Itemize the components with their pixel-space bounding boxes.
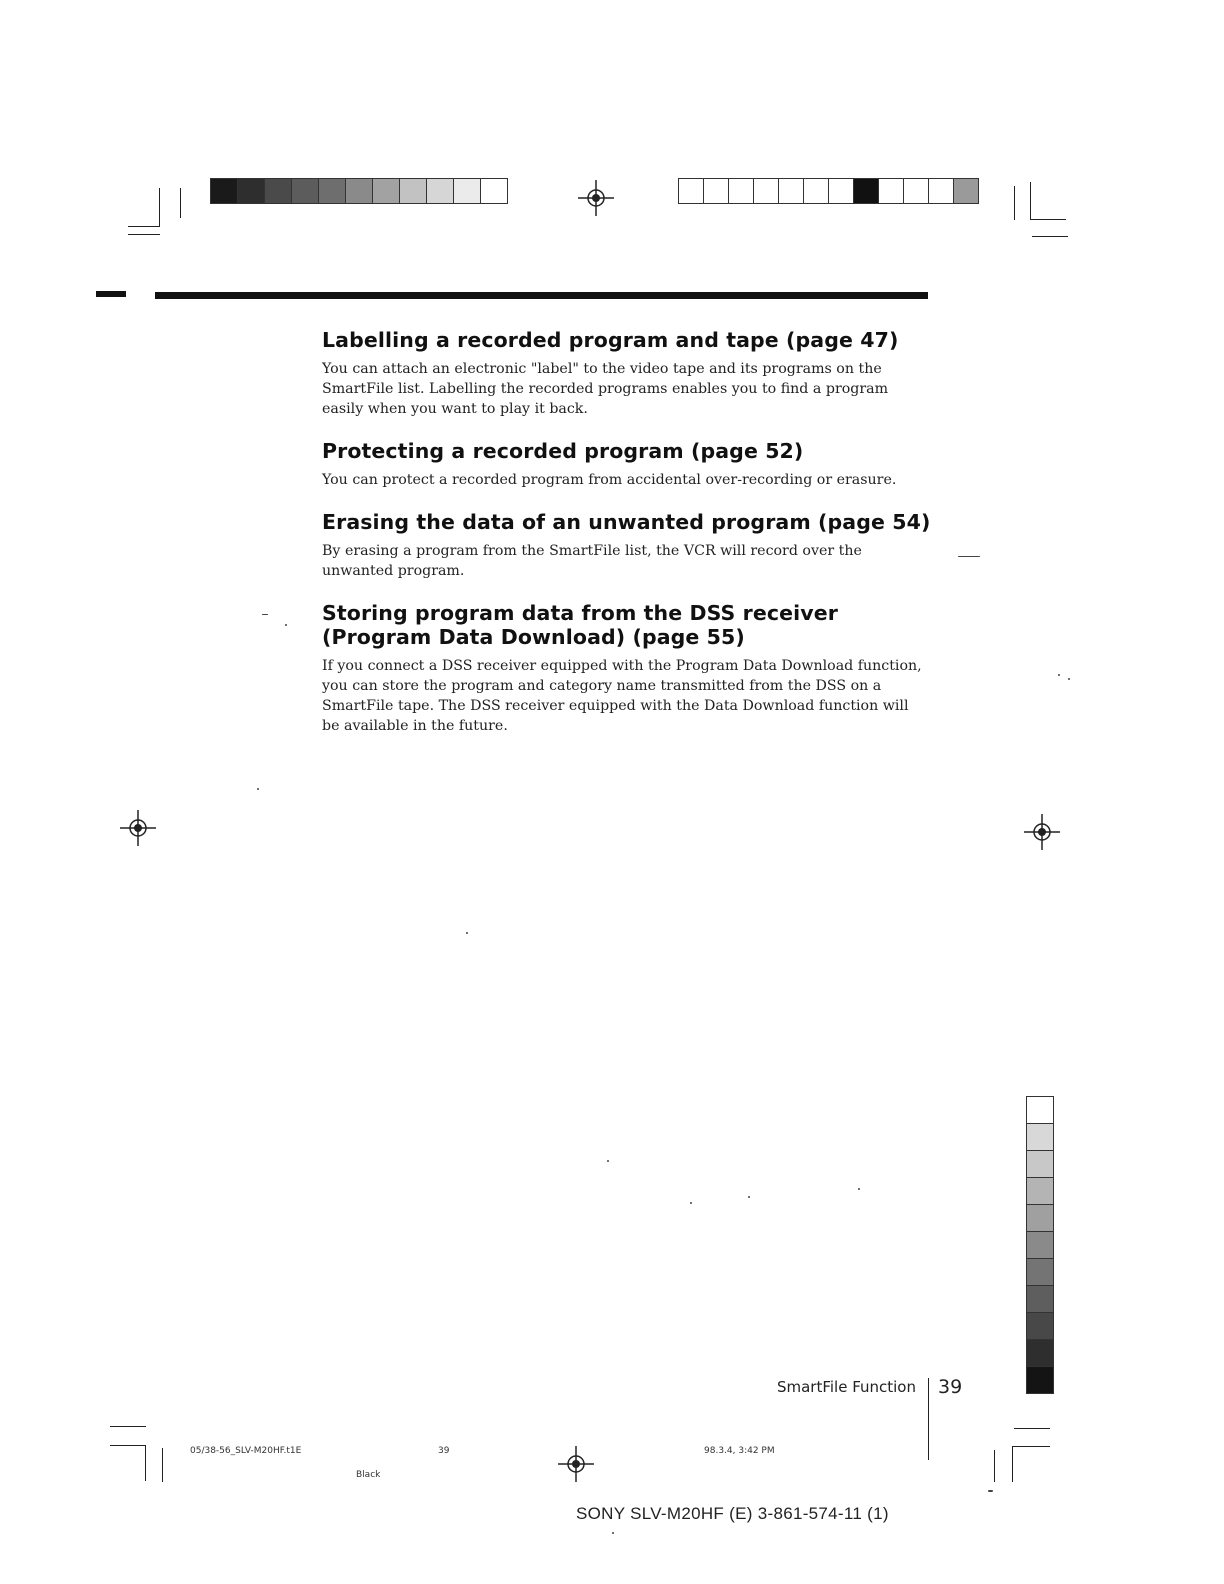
speck — [607, 1160, 609, 1162]
color-swatch — [703, 178, 729, 204]
color-swatch — [1026, 1150, 1054, 1178]
footer-section-label: SmartFile Function — [776, 1378, 916, 1396]
crop-mark — [128, 226, 160, 227]
crop-mark — [1014, 186, 1015, 220]
crop-mark — [128, 234, 160, 235]
color-swatch — [1026, 1339, 1054, 1367]
color-swatch — [778, 178, 804, 204]
speck — [612, 1532, 614, 1534]
color-swatch — [803, 178, 829, 204]
print-file-name: 05/38-56_SLV-M20HF.t1E — [190, 1446, 302, 1456]
model-number-line: SONY SLV-M20HF (E) 3-861-574-11 (1) — [576, 1504, 889, 1523]
header-rule-short — [96, 291, 126, 297]
crop-mark — [110, 1426, 146, 1427]
color-swatch — [953, 178, 979, 204]
crop-mark — [1030, 182, 1031, 220]
crop-mark — [159, 188, 160, 227]
section-labelling — [322, 328, 932, 419]
color-swatch — [1026, 1096, 1054, 1124]
color-swatch — [1026, 1231, 1054, 1259]
section-body: If you connect a DSS receiver equipped with the Program Data Download function, you can store the program and category name transmitted from the DSS on a SmartFile tape. The DSS receiver equipped with the Data Download function will be available in the future. — [322, 658, 922, 734]
color-swatch — [728, 178, 754, 204]
crop-mark — [994, 1450, 995, 1482]
color-swatch — [318, 178, 346, 204]
crop-mark — [1030, 219, 1066, 220]
section-heading: Labelling a recorded program and tape (page 47) — [322, 328, 899, 352]
registration-crosshair-icon — [576, 178, 616, 218]
speck — [1058, 674, 1060, 676]
crop-mark — [110, 1445, 146, 1446]
color-swatch — [903, 178, 929, 204]
color-calibration-bar-left — [210, 178, 507, 204]
page-number: 39 — [938, 1376, 963, 1398]
color-swatch — [453, 178, 481, 204]
print-timestamp: 98.3.4, 3:42 PM — [704, 1446, 775, 1456]
crop-mark — [1012, 1446, 1050, 1447]
crop-mark — [162, 1448, 163, 1482]
color-swatch — [1026, 1366, 1054, 1394]
color-swatch — [828, 178, 854, 204]
speck — [262, 614, 268, 615]
color-swatch — [853, 178, 879, 204]
speck — [988, 1490, 993, 1492]
speck — [858, 1188, 860, 1190]
page-content — [322, 328, 932, 756]
header-rule — [155, 292, 928, 299]
color-swatch — [345, 178, 373, 204]
section-protecting — [322, 439, 932, 490]
registration-crosshair-icon — [118, 808, 158, 848]
color-calibration-bar-side — [1026, 1096, 1054, 1393]
color-swatch — [237, 178, 265, 204]
section-erasing — [322, 510, 932, 581]
crop-mark — [1014, 1428, 1050, 1429]
footer-divider — [928, 1378, 929, 1460]
color-swatch — [426, 178, 454, 204]
color-swatch — [1026, 1312, 1054, 1340]
color-swatch — [210, 178, 238, 204]
section-storing — [322, 601, 932, 736]
speck — [958, 556, 980, 557]
speck — [466, 932, 468, 934]
color-swatch — [264, 178, 292, 204]
color-swatch — [1026, 1177, 1054, 1205]
color-calibration-bar-right — [678, 178, 978, 204]
print-ink-color: Black — [356, 1470, 381, 1480]
crop-mark — [145, 1445, 146, 1481]
speck — [748, 1196, 750, 1198]
color-swatch — [1026, 1123, 1054, 1151]
color-swatch — [399, 178, 427, 204]
color-swatch — [1026, 1204, 1054, 1232]
section-body: You can attach an electronic "label" to the video tape and its programs on the SmartFile list. Labelling the recorded programs enables you to find a program easily when you want to play it back. — [322, 361, 889, 417]
section-body: By erasing a program from the SmartFile list, the VCR will record over the unwanted program. — [322, 543, 862, 579]
crop-mark — [180, 188, 181, 218]
section-heading: Storing program data from the DSS receiver (Program Data Download) (page 55) — [322, 601, 838, 649]
crop-mark — [1012, 1446, 1013, 1482]
registration-crosshair-icon — [556, 1444, 596, 1484]
color-swatch — [753, 178, 779, 204]
color-swatch — [1026, 1285, 1054, 1313]
registration-crosshair-icon — [1022, 812, 1062, 852]
color-swatch — [878, 178, 904, 204]
color-swatch — [480, 178, 508, 204]
speck — [285, 624, 287, 626]
speck — [690, 1202, 692, 1204]
color-swatch — [1026, 1258, 1054, 1286]
color-swatch — [678, 178, 704, 204]
crop-mark — [1032, 236, 1068, 237]
speck — [1068, 678, 1070, 680]
speck — [257, 788, 259, 790]
print-file-page: 39 — [438, 1446, 450, 1456]
section-heading: Protecting a recorded program (page 52) — [322, 439, 804, 463]
color-swatch — [928, 178, 954, 204]
section-heading: Erasing the data of an unwanted program (page 54) — [322, 510, 931, 534]
color-swatch — [291, 178, 319, 204]
color-swatch — [372, 178, 400, 204]
section-body: You can protect a recorded program from accidental over-recording or erasure. — [322, 472, 897, 488]
